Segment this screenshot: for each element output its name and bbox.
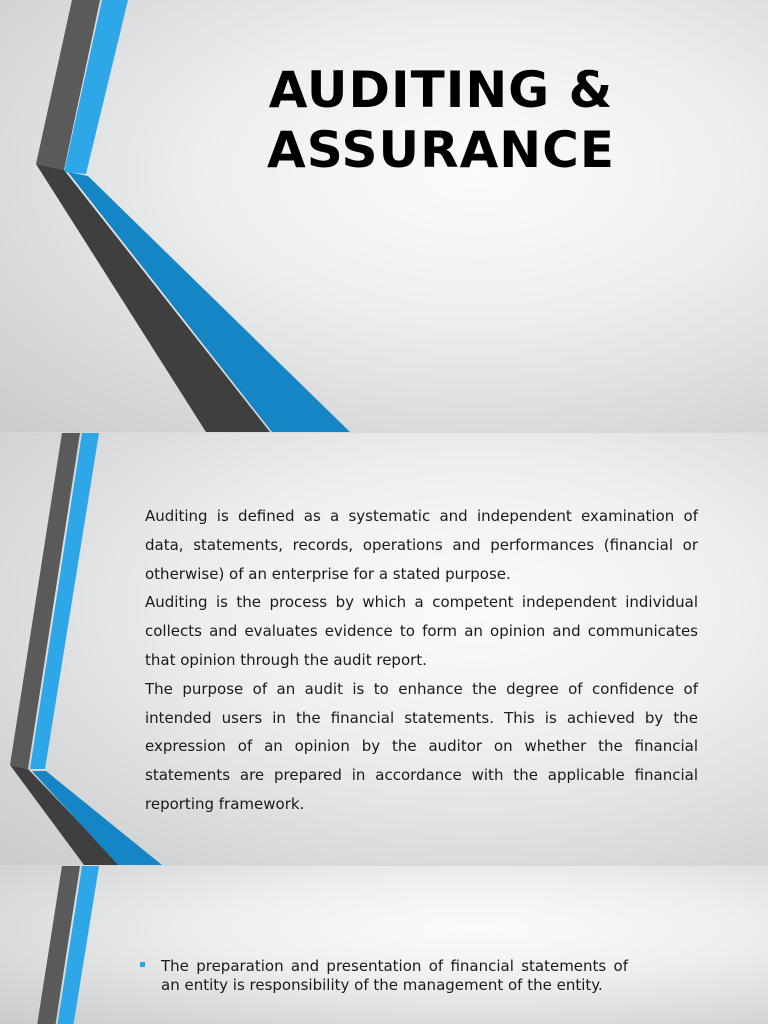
title-line-2: ASSURANCE (267, 121, 615, 179)
slide-decoration (0, 866, 768, 1024)
title-slide (0, 0, 768, 432)
bullet-text: The preparation and presentation of financial statements of an entity is responsibility of the management of the entity. (161, 957, 628, 994)
bullet-list (140, 957, 628, 995)
square-bullet-icon (140, 962, 145, 967)
page-title (236, 60, 646, 180)
responsibility-slide (0, 866, 768, 1024)
paragraph: The purpose of an audit is to enhance the degree of confidence of intended users in the financial statements. This is achieved by the expression of an opinion by the auditor on whether the financial statements are prepared in accordance with the applicable financial reporting framework. (145, 679, 698, 813)
paragraph: Auditing is the process by which a competent independent individual collects and evaluates evidence to form an opinion and communicates that opinion through the audit report. (145, 593, 698, 669)
paragraph: Auditing is defined as a systematic and independent examination of data, statements, records, operations and performances (financial or otherwise) of an enterprise for a stated purpose. (145, 507, 698, 583)
definition-text (145, 502, 698, 819)
title-line-1: AUDITING & (268, 61, 614, 119)
list-item (140, 957, 628, 995)
